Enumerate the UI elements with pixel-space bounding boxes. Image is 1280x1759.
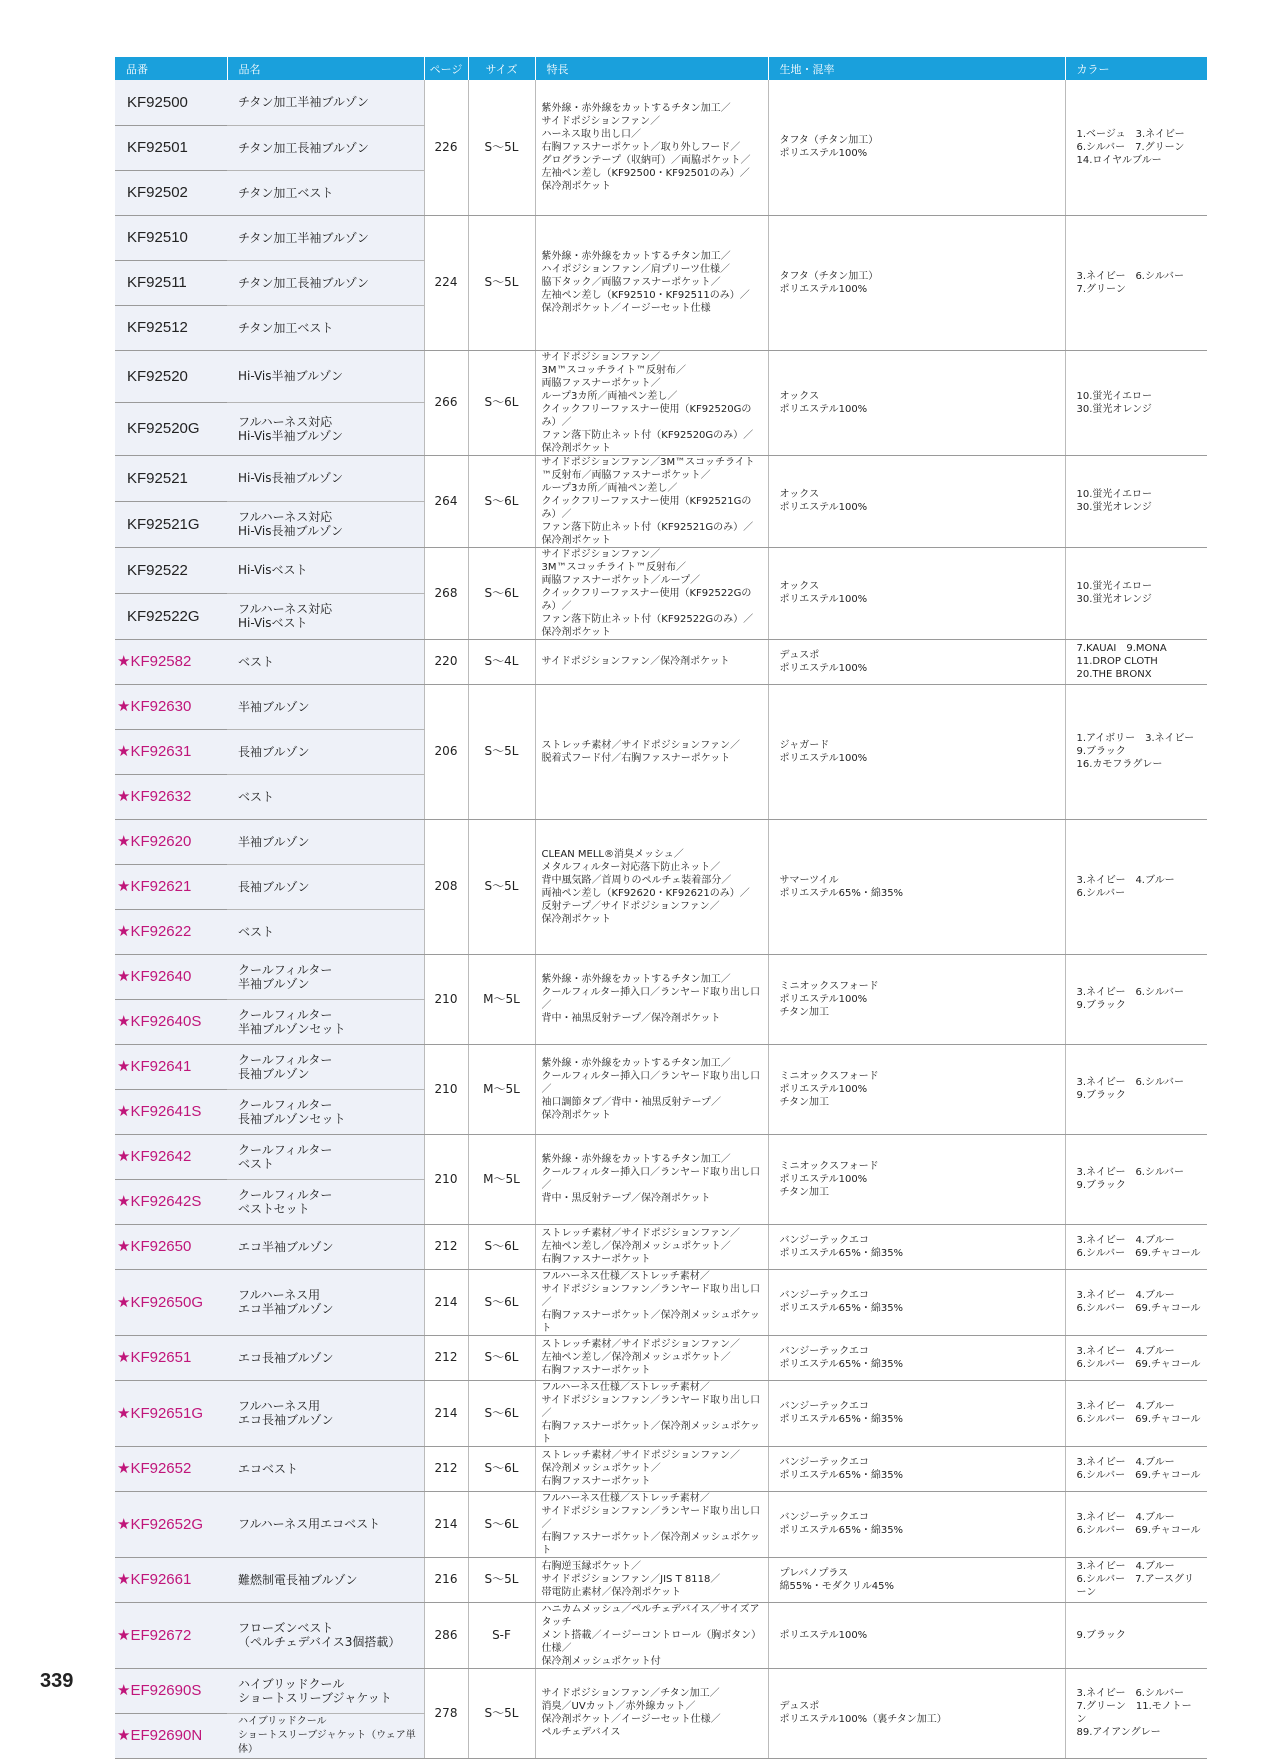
- item-fabric: デュスポ ポリエステル100%（裏チタン加工）: [768, 1668, 1065, 1758]
- item-name: 半袖ブルゾン: [227, 684, 424, 729]
- item-page: 268: [424, 547, 468, 639]
- item-fabric: オックス ポリエステル100%: [768, 455, 1065, 547]
- item-colors: 3.ネイビー 4.ブルー 6.シルバー 69.チャコール: [1065, 1269, 1207, 1335]
- item-name: クールフィルター 半袖ブルゾン: [227, 954, 424, 999]
- item-page: 212: [424, 1224, 468, 1269]
- item-code: KF92522: [115, 547, 227, 593]
- item-size: S～5L: [468, 1668, 535, 1758]
- item-code: ★KF92650G: [115, 1269, 227, 1335]
- item-name: Hi-Vis長袖ブルゾン: [227, 455, 424, 501]
- item-colors: 3.ネイビー 4.ブルー 6.シルバー 69.チャコール: [1065, 1335, 1207, 1380]
- item-colors: 1.アイボリー 3.ネイビー 9.ブラック 16.カモフラグレー: [1065, 684, 1207, 819]
- item-name: エコベスト: [227, 1446, 424, 1491]
- item-name: エコ長袖ブルゾン: [227, 1335, 424, 1380]
- item-page: 212: [424, 1335, 468, 1380]
- item-features: 紫外線・赤外線をカットするチタン加工／ ハイポジションファン／肩プリーツ仕様／ 脇下タック／両脇ファスナーポケット／ 左袖ペン差し（KF92510・KF92511のみ）／ 保冷剤ポケット／イージーセット仕様: [535, 215, 768, 350]
- item-fabric: バンジーテックエコ ポリエステル65%・綿35%: [768, 1446, 1065, 1491]
- item-page: 266: [424, 350, 468, 455]
- item-features: サイドポジションファン／ 3M™スコッチライト™反射布／ 両脇ファスナーポケット／ループ／ クイックフリーファスナー使用（KF92522Gのみ）／ ファン落下防止ネット付（KF92522Gのみ）／ 保冷剤ポケット: [535, 547, 768, 639]
- item-size: S～5L: [468, 1557, 535, 1602]
- item-features: ストレッチ素材／サイドポジションファン／ 脱着式フード付／右胸ファスナーポケット: [535, 684, 768, 819]
- item-code: KF92522G: [115, 593, 227, 639]
- table-row: [115, 1491, 1207, 1557]
- table-body: [115, 80, 1207, 1758]
- item-features: 紫外線・赤外線をカットするチタン加工／ クールフィルター挿入口／ランヤード取り出し口／ 袖口調節タブ／背中・袖黒反射テープ／ 保冷剤ポケット: [535, 1044, 768, 1134]
- item-code: ★KF92651: [115, 1335, 227, 1380]
- item-code: ★EF92690S: [115, 1668, 227, 1713]
- item-colors: 10.蛍光イエロー 30.蛍光オレンジ: [1065, 547, 1207, 639]
- item-fabric: サマーツイル ポリエステル65%・綿35%: [768, 819, 1065, 954]
- item-colors: 3.ネイビー 4.ブルー 6.シルバー 7.アースグリーン: [1065, 1557, 1207, 1602]
- item-code: KF92511: [115, 260, 227, 305]
- header-page: ページ: [424, 57, 468, 80]
- item-fabric: プレバノプラス 綿55%・モダクリル45%: [768, 1557, 1065, 1602]
- item-fabric: デュスポ ポリエステル100%: [768, 639, 1065, 684]
- item-name: ハイブリッドクール ショートスリーブジャケット（ウェア単体）: [227, 1713, 424, 1758]
- item-page: 210: [424, 1044, 468, 1134]
- header-size: サイズ: [468, 57, 535, 80]
- item-code: ★KF92622: [115, 909, 227, 954]
- header-fabric: 生地・混率: [768, 57, 1065, 80]
- table-row: [115, 1446, 1207, 1491]
- item-colors: 3.ネイビー 6.シルバー 7.グリーン 11.モノトーン 89.アイアングレー: [1065, 1668, 1207, 1758]
- item-colors: 10.蛍光イエロー 30.蛍光オレンジ: [1065, 455, 1207, 547]
- item-name: フルハーネス用 エコ長袖ブルゾン: [227, 1380, 424, 1446]
- item-colors: 9.ブラック: [1065, 1602, 1207, 1668]
- item-colors: 3.ネイビー 6.シルバー 9.ブラック: [1065, 1044, 1207, 1134]
- table-row: [115, 819, 1207, 864]
- item-size: S～6L: [468, 1269, 535, 1335]
- item-name: ハイブリッドクール ショートスリーブジャケット: [227, 1668, 424, 1713]
- item-features: 紫外線・赤外線をカットするチタン加工／ サイドポジションファン／ ハーネス取り出し口／ 右胸ファスナーポケット／取り外しフード／ グログランテープ（収納可）／両脇ポケット／ 左袖ペン差し（KF92500・KF92501のみ）／ 保冷剤ポケット: [535, 80, 768, 215]
- item-size: S～6L: [468, 1335, 535, 1380]
- item-code: ★KF92582: [115, 639, 227, 684]
- item-code: ★KF92651G: [115, 1380, 227, 1446]
- item-colors: 3.ネイビー 6.シルバー 9.ブラック: [1065, 1134, 1207, 1224]
- item-name: クールフィルター 長袖ブルゾン: [227, 1044, 424, 1089]
- item-code: KF92520: [115, 350, 227, 403]
- item-size: M～5L: [468, 1134, 535, 1224]
- item-page: 214: [424, 1269, 468, 1335]
- item-name: エコ半袖ブルゾン: [227, 1224, 424, 1269]
- item-code: ★KF92630: [115, 684, 227, 729]
- table-row: [115, 1335, 1207, 1380]
- item-size: S～6L: [468, 1491, 535, 1557]
- item-name: チタン加工長袖ブルゾン: [227, 260, 424, 305]
- table-row: [115, 954, 1207, 999]
- table-row: [115, 1269, 1207, 1335]
- item-code: ★KF92641: [115, 1044, 227, 1089]
- item-page: 208: [424, 819, 468, 954]
- item-name: 長袖ブルゾン: [227, 729, 424, 774]
- item-colors: 3.ネイビー 4.ブルー 6.シルバー 69.チャコール: [1065, 1491, 1207, 1557]
- item-colors: 3.ネイビー 4.ブルー 6.シルバー 69.チャコール: [1065, 1380, 1207, 1446]
- item-size: S-F: [468, 1602, 535, 1668]
- item-colors: 1.ベージュ 3.ネイビー 6.シルバー 7.グリーン 14.ロイヤルブルー: [1065, 80, 1207, 215]
- item-features: サイドポジションファン／チタン加工／ 消臭／UVカット／赤外線カット／ 保冷剤ポケット／イージーセット仕様／ ペルチェデバイス: [535, 1668, 768, 1758]
- item-fabric: ミニオックスフォード ポリエステル100% チタン加工: [768, 954, 1065, 1044]
- item-code: ★KF92621: [115, 864, 227, 909]
- item-page: 206: [424, 684, 468, 819]
- item-code: KF92501: [115, 125, 227, 170]
- table-header-row: [115, 57, 1207, 80]
- item-name: ベスト: [227, 639, 424, 684]
- item-page: 278: [424, 1668, 468, 1758]
- item-size: S～5L: [468, 215, 535, 350]
- table-row: [115, 1557, 1207, 1602]
- item-features: ストレッチ素材／サイドポジションファン／ 左袖ペン差し／保冷剤メッシュポケット／ 右胸ファスナーポケット: [535, 1335, 768, 1380]
- item-code: KF92502: [115, 170, 227, 215]
- item-name: クールフィルター 半袖ブルゾンセット: [227, 999, 424, 1044]
- item-fabric: バンジーテックエコ ポリエステル65%・綿35%: [768, 1491, 1065, 1557]
- item-size: S～6L: [468, 1224, 535, 1269]
- item-name: フルハーネス対応 Hi-Vis長袖ブルゾン: [227, 501, 424, 547]
- table-row: [115, 455, 1207, 501]
- item-page: 214: [424, 1380, 468, 1446]
- item-name: ベスト: [227, 909, 424, 954]
- item-code: KF92520G: [115, 403, 227, 456]
- item-page: 226: [424, 80, 468, 215]
- item-colors: 10.蛍光イエロー 30.蛍光オレンジ: [1065, 350, 1207, 455]
- item-code: ★KF92652: [115, 1446, 227, 1491]
- item-code: ★KF92640S: [115, 999, 227, 1044]
- item-fabric: オックス ポリエステル100%: [768, 350, 1065, 455]
- item-features: CLEAN MELL®消臭メッシュ／ メタルフィルター対応落下防止ネット／ 背中風気路／首周りのペルチェ装着部分／ 両袖ペン差し（KF92620・KF92621のみ）／ 反射テープ／サイドポジションファン／ 保冷剤ポケット: [535, 819, 768, 954]
- item-name: チタン加工半袖ブルゾン: [227, 80, 424, 125]
- item-fabric: バンジーテックエコ ポリエステル65%・綿35%: [768, 1224, 1065, 1269]
- table-row: [115, 1134, 1207, 1179]
- table-row: [115, 350, 1207, 403]
- item-fabric: タフタ（チタン加工） ポリエステル100%: [768, 215, 1065, 350]
- table-row: [115, 684, 1207, 729]
- table-row: [115, 1380, 1207, 1446]
- item-size: S～6L: [468, 1446, 535, 1491]
- header-name: 品名: [227, 57, 424, 80]
- item-code: ★KF92641S: [115, 1089, 227, 1134]
- table-row: [115, 547, 1207, 593]
- item-fabric: オックス ポリエステル100%: [768, 547, 1065, 639]
- item-name: クールフィルター 長袖ブルゾンセット: [227, 1089, 424, 1134]
- item-code: ★KF92640: [115, 954, 227, 999]
- item-code: ★KF92642: [115, 1134, 227, 1179]
- item-name: チタン加工ベスト: [227, 305, 424, 350]
- item-features: フルハーネス仕様／ストレッチ素材／ サイドポジションファン／ランヤード取り出し口／ 右胸ファスナーポケット／保冷剤メッシュポケット: [535, 1380, 768, 1446]
- header-colors: カラー: [1065, 57, 1207, 80]
- item-features: ハニカムメッシュ／ペルチェデバイス／サイズアタッチ メント搭載／イージーコントロール（胸ボタン）仕様／ 保冷剤メッシュポケット付: [535, 1602, 768, 1668]
- item-name: フルハーネス用 エコ半袖ブルゾン: [227, 1269, 424, 1335]
- item-page: 216: [424, 1557, 468, 1602]
- item-page: 212: [424, 1446, 468, 1491]
- item-fabric: ジャガード ポリエステル100%: [768, 684, 1065, 819]
- item-name: フルハーネス対応 Hi-Vis半袖ブルゾン: [227, 403, 424, 456]
- item-name: チタン加工ベスト: [227, 170, 424, 215]
- item-size: S～5L: [468, 819, 535, 954]
- item-code: KF92512: [115, 305, 227, 350]
- table-row: [115, 80, 1207, 125]
- item-fabric: ポリエステル100%: [768, 1602, 1065, 1668]
- item-code: ★EF92690N: [115, 1713, 227, 1758]
- item-code: ★KF92661: [115, 1557, 227, 1602]
- item-fabric: バンジーテックエコ ポリエステル65%・綿35%: [768, 1269, 1065, 1335]
- item-code: KF92521G: [115, 501, 227, 547]
- item-code: KF92521: [115, 455, 227, 501]
- item-colors: 7.KAUAI 9.MONA 11.DROP CLOTH 20.THE BRONX: [1065, 639, 1207, 684]
- item-features: サイドポジションファン／ 3M™スコッチライト™反射布／ 両脇ファスナーポケット／ ループ3カ所／両袖ペン差し／ クイックフリーファスナー使用（KF92520Gのみ）／ ファン落下防止ネット付（KF92520Gのみ）／ 保冷剤ポケット: [535, 350, 768, 455]
- item-features: 紫外線・赤外線をカットするチタン加工／ クールフィルター挿入口／ランヤード取り出し口／ 背中・袖黒反射テープ／保冷剤ポケット: [535, 954, 768, 1044]
- item-page: 220: [424, 639, 468, 684]
- item-page: 286: [424, 1602, 468, 1668]
- item-name: クールフィルター ベストセット: [227, 1179, 424, 1224]
- item-colors: 3.ネイビー 4.ブルー 6.シルバー 69.チャコール: [1065, 1446, 1207, 1491]
- item-name: チタン加工長袖ブルゾン: [227, 125, 424, 170]
- item-name: Hi-Vis半袖ブルゾン: [227, 350, 424, 403]
- item-size: S～6L: [468, 350, 535, 455]
- item-name: 難燃制電長袖ブルゾン: [227, 1557, 424, 1602]
- item-code: ★KF92642S: [115, 1179, 227, 1224]
- item-size: S～6L: [468, 1380, 535, 1446]
- item-page: 214: [424, 1491, 468, 1557]
- table-row: [115, 1224, 1207, 1269]
- item-features: フルハーネス仕様／ストレッチ素材／ サイドポジションファン／ランヤード取り出し口／ 右胸ファスナーポケット／保冷剤メッシュポケット: [535, 1269, 768, 1335]
- item-name: フルハーネス対応 Hi-Visベスト: [227, 593, 424, 639]
- item-size: S～6L: [468, 455, 535, 547]
- item-colors: 3.ネイビー 4.ブルー 6.シルバー 69.チャコール: [1065, 1224, 1207, 1269]
- header-code: 品番: [115, 57, 227, 80]
- item-size: M～5L: [468, 954, 535, 1044]
- item-code: ★EF92672: [115, 1602, 227, 1668]
- item-code: ★KF92632: [115, 774, 227, 819]
- item-size: S～5L: [468, 80, 535, 215]
- table-row: [115, 1602, 1207, 1668]
- item-name: フルハーネス用エコベスト: [227, 1491, 424, 1557]
- product-table: [115, 57, 1208, 1759]
- item-code: ★KF92650: [115, 1224, 227, 1269]
- item-size: S～4L: [468, 639, 535, 684]
- table-row: [115, 639, 1207, 684]
- item-features: ストレッチ素材／サイドポジションファン／ 保冷剤メッシュポケット／ 右胸ファスナーポケット: [535, 1446, 768, 1491]
- item-fabric: タフタ（チタン加工） ポリエステル100%: [768, 80, 1065, 215]
- header-features: 特長: [535, 57, 768, 80]
- item-name: フローズンベスト （ペルチェデバイス3個搭載）: [227, 1602, 424, 1668]
- item-features: サイドポジションファン／保冷剤ポケット: [535, 639, 768, 684]
- item-size: S～6L: [468, 547, 535, 639]
- item-code: KF92510: [115, 215, 227, 260]
- item-colors: 3.ネイビー 4.ブルー 6.シルバー: [1065, 819, 1207, 954]
- item-page: 224: [424, 215, 468, 350]
- item-name: クールフィルター ベスト: [227, 1134, 424, 1179]
- table-row: [115, 1044, 1207, 1089]
- item-fabric: バンジーテックエコ ポリエステル65%・綿35%: [768, 1335, 1065, 1380]
- item-size: M～5L: [468, 1044, 535, 1134]
- item-name: 長袖ブルゾン: [227, 864, 424, 909]
- item-size: S～5L: [468, 684, 535, 819]
- item-fabric: バンジーテックエコ ポリエステル65%・綿35%: [768, 1380, 1065, 1446]
- table-row: [115, 215, 1207, 260]
- page-number: 339: [40, 1670, 74, 1692]
- item-code: KF92500: [115, 80, 227, 125]
- item-fabric: ミニオックスフォード ポリエステル100% チタン加工: [768, 1044, 1065, 1134]
- item-features: サイドポジションファン／3M™スコッチライト ™反射布／両脇ファスナーポケット／ ループ3カ所／両袖ペン差し／ クイックフリーファスナー使用（KF92521Gのみ）／ ファン落下防止ネット付（KF92521Gのみ）／ 保冷剤ポケット: [535, 455, 768, 547]
- item-name: Hi-Visベスト: [227, 547, 424, 593]
- item-code: ★KF92631: [115, 729, 227, 774]
- item-features: ストレッチ素材／サイドポジションファン／ 左袖ペン差し／保冷剤メッシュポケット／ 右胸ファスナーポケット: [535, 1224, 768, 1269]
- product-table-wrapper: [115, 57, 1207, 1759]
- item-page: 210: [424, 954, 468, 1044]
- item-page: 264: [424, 455, 468, 547]
- item-fabric: ミニオックスフォード ポリエステル100% チタン加工: [768, 1134, 1065, 1224]
- item-code: ★KF92652G: [115, 1491, 227, 1557]
- item-colors: 3.ネイビー 6.シルバー 9.ブラック: [1065, 954, 1207, 1044]
- item-code: ★KF92620: [115, 819, 227, 864]
- item-page: 210: [424, 1134, 468, 1224]
- item-colors: 3.ネイビー 6.シルバー 7.グリーン: [1065, 215, 1207, 350]
- item-name: ベスト: [227, 774, 424, 819]
- item-features: 紫外線・赤外線をカットするチタン加工／ クールフィルター挿入口／ランヤード取り出し口／ 背中・黒反射テープ／保冷剤ポケット: [535, 1134, 768, 1224]
- item-name: チタン加工半袖ブルゾン: [227, 215, 424, 260]
- item-name: 半袖ブルゾン: [227, 819, 424, 864]
- table-row: [115, 1668, 1207, 1713]
- item-features: 右胸逆玉縁ポケット／ サイドポジションファン／JIS T 8118／ 帯電防止素材／保冷剤ポケット: [535, 1557, 768, 1602]
- item-features: フルハーネス仕様／ストレッチ素材／ サイドポジションファン／ランヤード取り出し口／ 右胸ファスナーポケット／保冷剤メッシュポケット: [535, 1491, 768, 1557]
